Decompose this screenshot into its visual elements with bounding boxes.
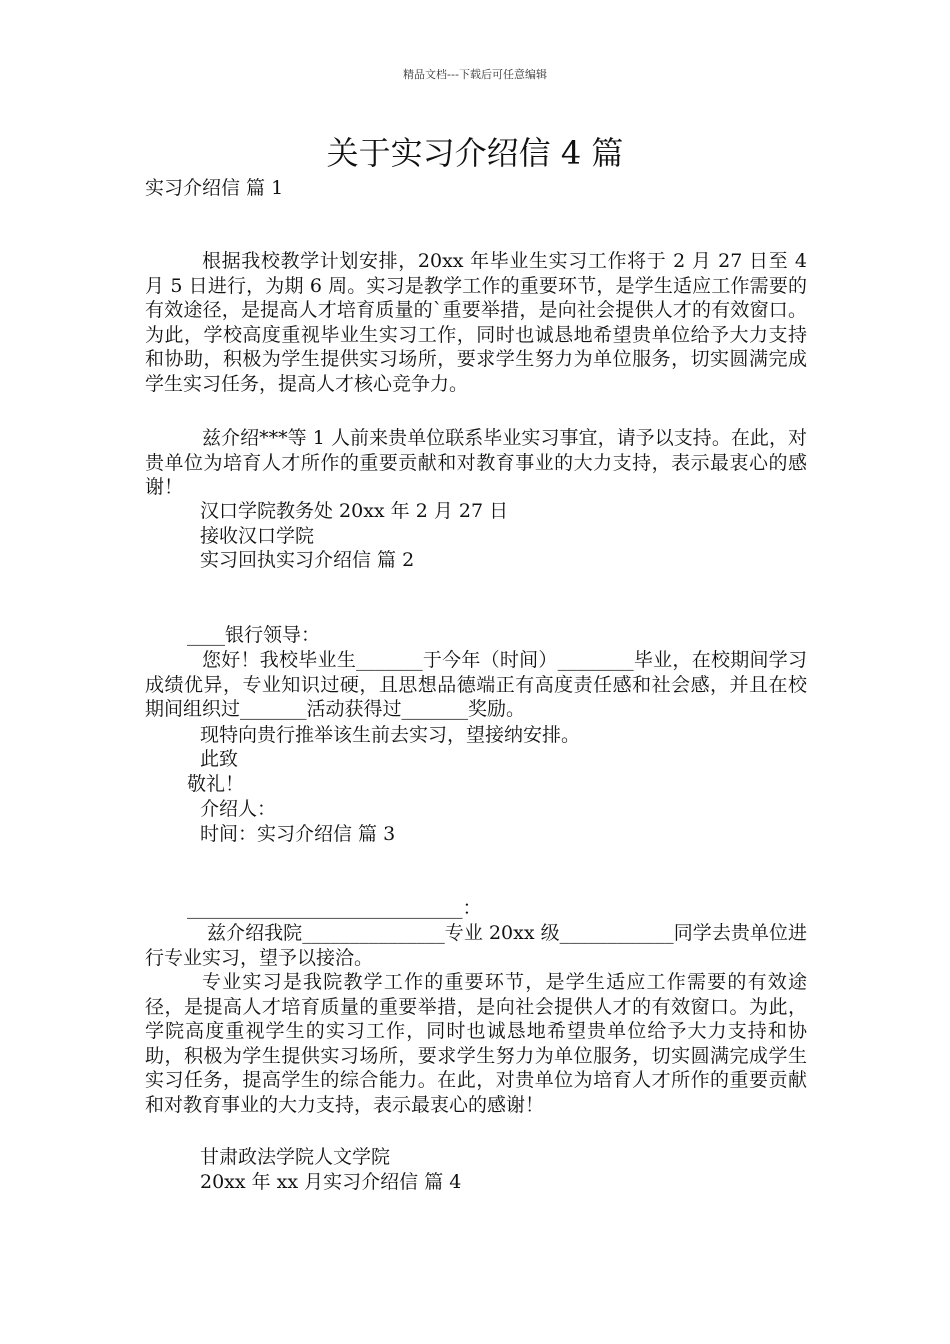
part1-signature: 汉口学院教务处 20xx 年 2 月 27 日 [200, 500, 509, 522]
header-note: 精品文档---下载后可任意编辑 [403, 68, 547, 81]
part1-paragraph-1: 根据我校教学计划安排，20xx 年毕业生实习工作将于 2 月 27 日至 4 月 5 日进行，为期 6 周。实习是教学工作的重要环节，是学生适应工作需要的有效途径，是提高人才培育质量的`重要举措，是向社会提供人才的有效窗口。为此，学校高度重视毕业生实习工作，同时也诚恳地希望贵单位给予大力支持和协助，积极为学生提供实习场所，要求学生努力为单位服务，切实圆满完成学生实习任务，提高人才核心竞争力。 [145, 250, 807, 395]
part2-salutation: ____银行领导： [187, 624, 321, 646]
part1-paragraph-2: 兹介绍***等 1 人前来贵单位联系毕业实习事宜，请予以支持。在此，对贵单位为培育人才所作的重要贡献和对教育事业的大力支持，表示最衷心的感谢！ [145, 427, 807, 498]
document-title: 关于实习介绍信 4 篇 [326, 134, 624, 172]
part3-paragraph-1: 兹介绍我院_______________专业 20xx 级____________同学去贵单位进行专业实习，望予以接洽。 [145, 922, 807, 969]
part2-time-line: 时间：实习介绍信 篇 3 [200, 823, 396, 845]
part3-signature: 甘肃政法学院人文学院 [200, 1146, 391, 1168]
part1-receiver: 接收汉口学院 [200, 525, 315, 547]
part2-paragraph-2: 现特向贵行推举该生前去实习，望接纳安排。 [200, 724, 581, 746]
part3-paragraph-2: 专业实习是我院教学工作的重要环节，是学生适应工作需要的有效途径，是提高人才培育质量的重要举措，是向社会提供人才的有效窗口。为此，学院高度重视学生的实习工作，同时也诚恳地希望贵单位给予大力支持和协助，积极为学生提供实习场所，要求学生努力为单位服务，切实圆满完成学生实习任务，提高学生的综合能力。在此，对贵单位为培育人才所作的重要贡献和对教育事业的大力支持，表示最衷心的感谢！ [145, 971, 807, 1116]
part2-closing-2: 敬礼！ [187, 773, 245, 795]
part2-introducer: 介绍人： [200, 798, 277, 820]
part2-heading: 实习回执实习介绍信 篇 2 [200, 549, 415, 571]
part3-salutation: _____________________________： [187, 897, 482, 919]
part2-closing-1: 此致 [200, 748, 239, 770]
part3-last-line: 20xx 年 xx 月实习介绍信 篇 4 [200, 1171, 462, 1193]
part2-paragraph-1: 您好！我校毕业生_______于今年（时间）________毕业，在校期间学习成绩优异，专业知识过硬，且思想品德端正有高度责任感和社会感，并且在校期间组织过_______活动获得过_______奖励。 [145, 649, 807, 720]
part1-heading: 实习介绍信 篇 1 [145, 177, 284, 199]
